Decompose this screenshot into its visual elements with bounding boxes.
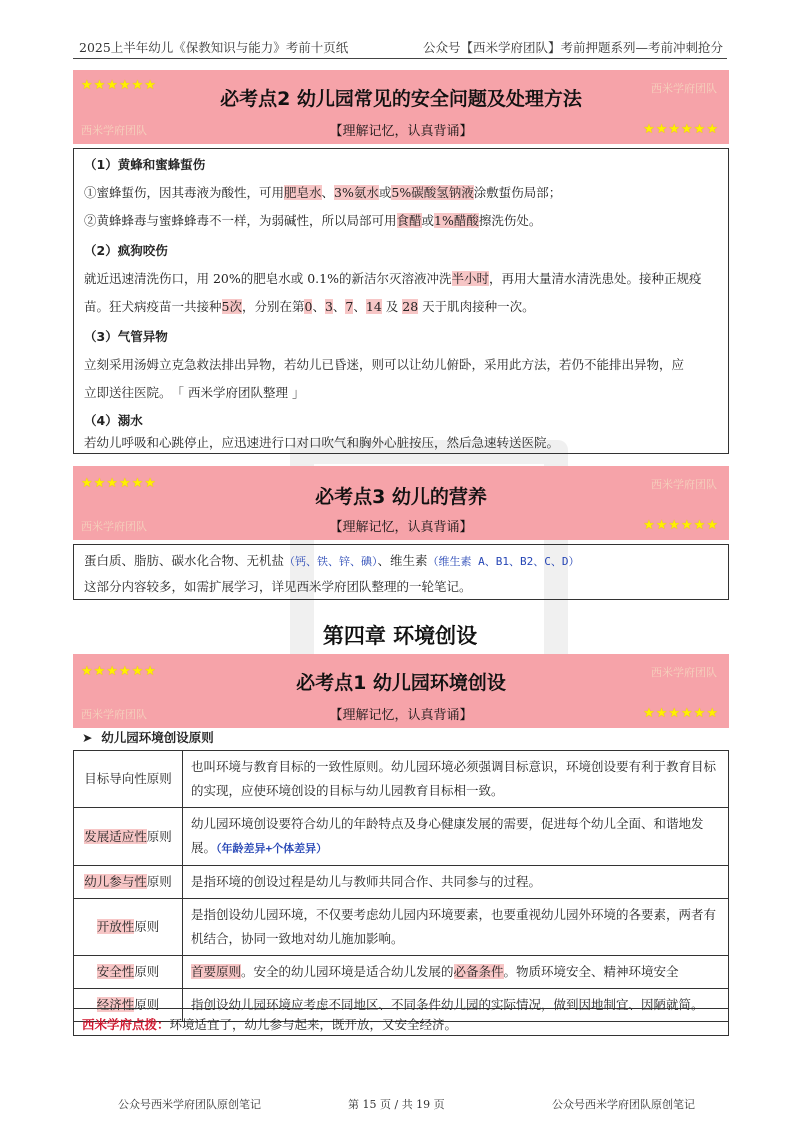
section4-banner [73,654,729,728]
text: 、 [321,185,335,200]
highlight: 5%碳酸氢钠液 [391,185,474,200]
text: 涂敷蜇伤局部； [473,185,562,200]
text: 苗。狂犬病疫苗一共接种 [84,299,222,314]
stars-icon: ★★★★★★ [81,476,157,491]
principle-text: 幼儿园环境创设要符合幼儿的年龄特点及身心健康发展的需要，促进每个幼儿全面、和谐地发展。（年龄差异+个体差异） [183,808,729,866]
highlight: 1%醋酸 [434,213,479,228]
header-right: 公众号【西米学府团队】考前押题系列—考前冲刺抢分 [422,40,723,55]
heading: （1）黄蜂和蜜蜂蜇伤 [84,157,206,172]
highlight: 14 [365,299,382,314]
text: 或 [378,185,392,200]
text-line [84,269,702,287]
highlight: 3%氨水 [334,185,379,200]
text-line [84,551,580,569]
tip-text: 环境适宜了，幼儿参与起来，既开放，又安全经济。 [169,1017,458,1032]
text-line: 若幼儿呼吸和心跳停止，应迅速进行口对口吹气和胸外心脏按压，然后急速转送医院。 [84,435,560,450]
table-row [74,751,729,808]
table-row [74,899,729,956]
text-line: 立即送往医院。 「 西米学府团队整理 」 [84,385,305,400]
principle-name: 幼儿参与性原则 [74,866,183,899]
section3-subtitle: 【理解记忆，认真背诵】 [329,520,473,535]
text: 就近迅速清洗伤口，用 20%的肥皂水或 0.1%的新洁尔灭溶液冲洗 [84,271,452,286]
brand-mark: 西米学府团队 [81,708,147,721]
principle-text: 也叫环境与教育目标的一致性原则。幼儿园环境必须强调目标意识，环境创设要有利于教育目标的实现，应使环境创设的目标与幼儿园教育目标相一致。 [183,751,729,808]
highlight: 0 [304,299,313,314]
chapter-title: 第四章 环境创设 [322,624,478,648]
header-left: 2025上半年幼儿《保教知识与能力》考前十页纸 [79,40,349,55]
table-row [74,866,729,899]
tip-label: 西米学府点拨： [82,1017,170,1032]
text: 幼儿园环境创设原则 [101,730,214,745]
text: 蛋白质、脂肪、碳水化合物、无机盐 [84,553,285,568]
footer-right: 公众号西米学府团队原创笔记 [552,1098,695,1111]
text: 或 [421,213,435,228]
brand-mark: 西米学府团队 [651,666,717,679]
note: （维生素 A、B1、B2、C、D） [427,555,580,568]
section2-subtitle: 【理解记忆，认真背诵】 [329,124,473,139]
table-row [74,956,729,989]
principle-heading [82,728,214,746]
text-line: 这部分内容较多，如需扩展学习，详见西米学府团队整理的一轮笔记。 [84,579,472,594]
principle-name: 发展适应性原则 [74,808,183,866]
section3-content [73,544,729,600]
principle-text: 是指创设幼儿园环境，不仅要考虑幼儿园内环境要素，也要重视幼儿园外环境的各要素，两者有机结合，协同一致地对幼儿施加影响。 [183,899,729,956]
highlight: 3 [324,299,333,314]
text: 、 [312,299,325,314]
principles-table [73,750,729,1022]
text-line [84,297,535,315]
text: 擦洗伤处。 [478,213,542,228]
highlight: 半小时 [451,271,490,286]
brand-mark: 西米学府团队 [81,124,147,137]
stars-icon: ★★★★★★ [81,78,157,93]
section4-subtitle: 【理解记忆，认真背诵】 [329,708,473,723]
page-number: 第 15 页 / 共 19 页 [348,1098,445,1111]
highlight: 5次 [221,299,242,314]
heading: （4）溺水 [84,413,143,428]
arrow-icon: ➤ [82,730,102,745]
highlight: 食醋 [396,213,422,228]
stars-icon: ★★★★★★ [643,518,719,533]
brand-mark: 西米学府团队 [651,478,717,491]
highlight: 7 [345,299,354,314]
section3-banner [73,466,729,540]
heading: （2）疯狗咬伤 [84,243,168,258]
text-line: 立刻采用汤姆立克急救法排出异物，若幼儿已昏迷，则可以让幼儿俯卧，采用此方法，若仍不能排出异物，应 [84,357,685,372]
highlight: 28 [402,299,419,314]
text: ①蜜蜂蜇伤，因其毒液为酸性，可用 [84,185,285,200]
principle-text: 是指环境的创设过程是幼儿与教师共同合作、共同参与的过程。 [183,866,729,899]
principle-text: 指创设幼儿园环境应考虑不同地区、不同条件幼儿园的实际情况，做到因地制宜、因陋就简。 [183,989,729,1022]
brand-mark: 西米学府团队 [81,520,147,533]
text: 及 [381,299,403,314]
section2-content [73,148,729,454]
text: 、维生素 [377,553,428,568]
heading: （3）气管异物 [84,329,168,344]
principle-name: 开放性原则 [74,899,183,956]
page-header [73,34,727,59]
text: 天于肌肉接种一次。 [418,299,535,314]
note: （钙、铁、锌、碘） [284,555,378,568]
text: ②黄蜂蜂毒与蜜蜂蜂毒不一样，为弱碱性，所以局部可用 [84,213,397,228]
section2-banner [73,70,729,144]
text: ，再用大量清水清洗患处。接种正规疫 [489,271,702,286]
text: 、 [353,299,366,314]
stars-icon: ★★★★★★ [643,122,719,137]
text: ，分别在第 [241,299,305,314]
text-line [84,183,561,201]
text-line [84,211,541,229]
footer-left: 公众号西米学府团队原创笔记 [118,1098,261,1111]
tip-box [73,1008,729,1036]
text: 、 [332,299,346,314]
highlight: 肥皂水 [284,185,322,200]
section2-title: 必考点2 幼儿园常见的安全问题及处理方法 [220,88,582,110]
principle-name: 目标导向性原则 [74,751,183,808]
section3-title: 必考点3 幼儿的营养 [315,486,487,508]
stars-icon: ★★★★★★ [643,706,719,721]
principle-text: 首要原则。安全的幼儿园环境是适合幼儿发展的必备条件。物质环境安全、精神环境安全 [183,956,729,989]
principle-name: 经济性原则 [74,989,183,1022]
table-row [74,808,729,866]
principle-name: 安全性原则 [74,956,183,989]
brand-mark: 西米学府团队 [651,82,717,95]
stars-icon: ★★★★★★ [81,664,157,679]
section4-title: 必考点1 幼儿园环境创设 [296,672,506,694]
